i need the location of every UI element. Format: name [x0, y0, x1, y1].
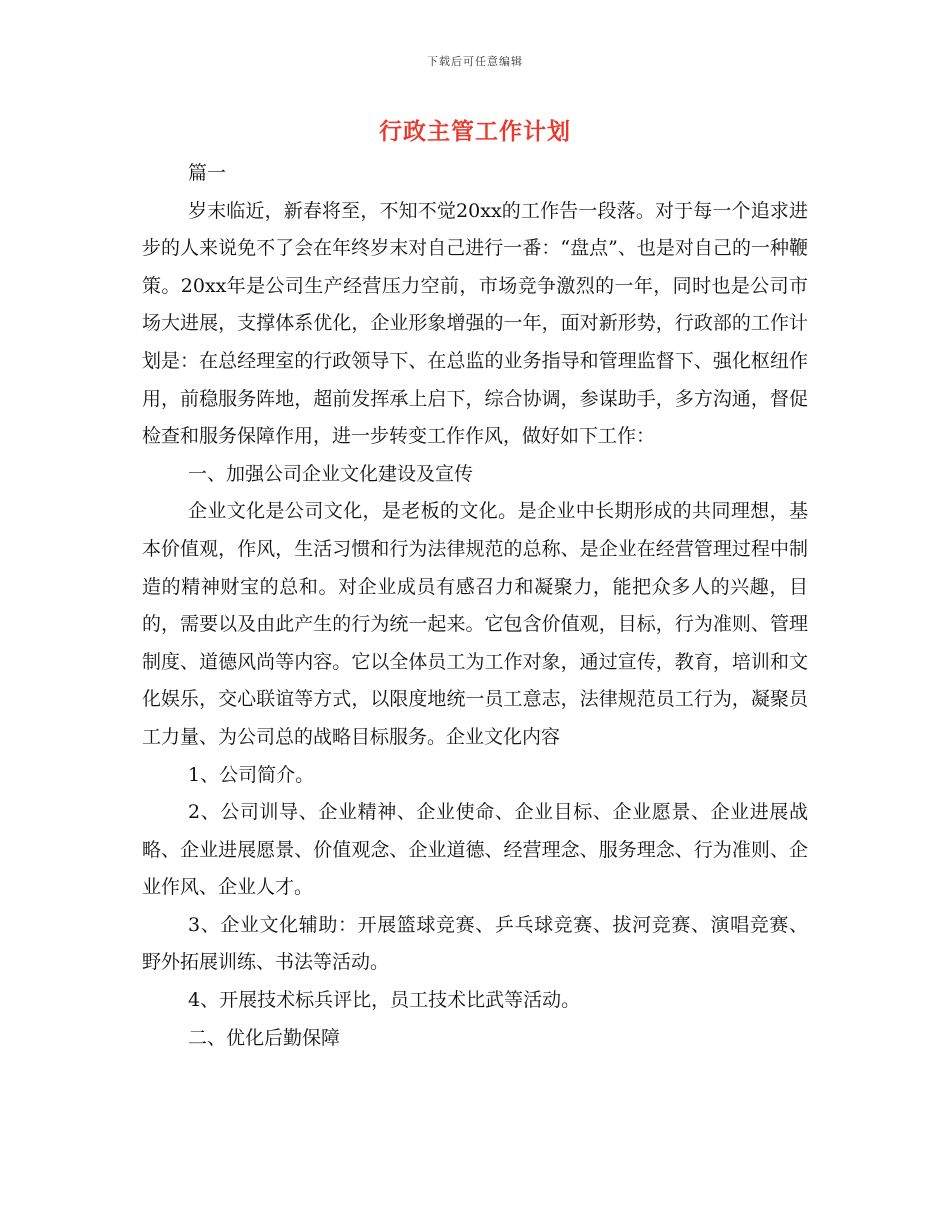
body-paragraph: 企业文化是公司文化，是老板的文化。是企业中长期形成的共同理想，基本价值观，作风，生活习惯和行为法律规范的总称、是企业在经营管理过程中制造的精神财宝的总和。对企业成员有感召力和凝聚力，能把众多人的兴趣，目的，需要以及由此产生的行为统一起来。它包含价值观，目标，行为准则、管理制度、道德风尚等内容。它以全体员工为工作对象，通过宣传，教育，培训和文化娱乐，交心联谊等方式，以限度地统一员工意志，法律规范员工行为，凝聚员工力量、为公司总的战略目标服务。企业文化内容: [142, 500, 808, 748]
document-body: [142, 155, 808, 1057]
document-title: 行政主管工作计划: [379, 118, 571, 145]
list-item: 2、公司训导、企业精神、企业使命、企业目标、企业愿景、企业进展战略、企业进展愿景、价值观念、企业道德、经营理念、服务理念、行为准则、企业作风、企业人才。: [142, 801, 808, 899]
list-item: 1、公司简介。: [188, 763, 315, 786]
list-item: 3、企业文化辅助：开展篮球竞赛、乒乓球竞赛、拔河竞赛、演唱竞赛、野外拓展训练、书法等活动。: [142, 913, 808, 974]
section-heading: 一、加强公司企业文化建设及宣传: [188, 462, 474, 485]
list-item: 4、开展技术标兵评比，员工技术比武等活动。: [188, 989, 581, 1012]
body-paragraph: 岁末临近，新春将至，不知不觉20xx的工作告一段落。对于每一个追求进步的人来说免不了会在年终岁末对自己进行一番：“盘点”、也是对自己的一种鞭策。20xx年是公司生产经营压力空前，市场竞争激烈的一年，同时也是公司市场大进展，支撑体系优化，企业形象增强的一年，面对新形势，行政部的工作计划是：在总经理室的行政领导下、在总监的业务指导和管理监督下、强化枢纽作用，前稳服务阵地，超前发挥承上启下，综合协调，参谋助手，多方沟通，督促检查和服务保障作用，进一步转变工作作风，做好如下工作：: [142, 199, 808, 448]
header-note: 下载后可任意编辑: [427, 55, 523, 68]
section-heading: 二、优化后勤保障: [188, 1026, 341, 1049]
section-label: 篇一: [188, 162, 227, 184]
